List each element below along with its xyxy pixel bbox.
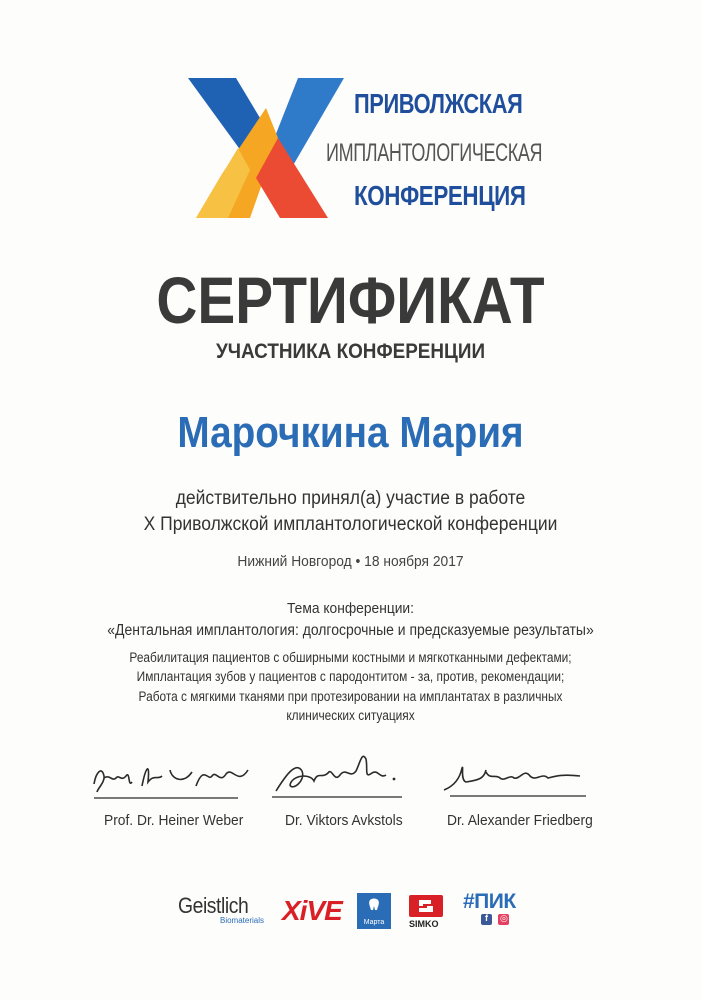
certificate-title: СЕРТИФИКАТ — [156, 263, 545, 337]
logo-text-line1: ПРИВОЛЖСКАЯ — [354, 88, 523, 119]
logo-text-line2: ИМПЛАНТОЛОГИЧЕСКАЯ — [326, 139, 543, 167]
signatory-name: Prof. Dr. Heiner Weber — [104, 812, 244, 829]
simko-label: SIMKO — [409, 919, 439, 929]
marta-label: Марта — [363, 919, 385, 926]
sponsor-marta-logo — [357, 893, 391, 929]
hashtag-label: #ПИК — [463, 890, 516, 913]
sponsor-simko-logo — [409, 895, 445, 929]
participation-text-1: действительно принял(а) участие в работе — [175, 488, 526, 509]
geistlich-sub: Biomaterials — [219, 916, 264, 925]
signature-friedberg-icon — [440, 750, 590, 802]
topic-item: клинических ситуациях — [286, 708, 415, 723]
hashtag-block — [463, 890, 516, 932]
geistlich-name: Geistlich — [178, 893, 249, 918]
topic-item: Имплантация зубов у пациентов с пародонтитом - за, против, рекомендации; — [136, 669, 565, 684]
signatory-name: Dr. Alexander Friedberg — [447, 812, 593, 829]
tooth-icon — [367, 898, 381, 912]
certificate-subtitle: УЧАСТНИКА КОНФЕРЕНЦИИ — [215, 340, 486, 363]
participation-text-2: X Приволжской имплантологической конференции — [143, 514, 558, 535]
signature-weber-icon — [88, 752, 258, 804]
sponsor-xive-logo: XiVE — [282, 895, 342, 926]
facebook-icon: f — [481, 914, 492, 925]
logo-text-line3: КОНФЕРЕНЦИЯ — [354, 180, 526, 211]
participant-name: Марочкина Мария — [177, 408, 524, 457]
instagram-icon: ◎ — [500, 913, 508, 923]
sponsor-geistlich-logo — [178, 893, 270, 925]
conference-logo-x-icon — [188, 78, 344, 218]
place-date: Нижний Новгород • 18 ноября 2017 — [237, 553, 464, 570]
theme-title: «Дентальная имплантология: долгосрочные и предсказуемые результаты» — [107, 622, 594, 639]
topic-item: Работа с мягкими тканями при протезировании на имплантатах в различных — [138, 689, 563, 704]
signature-avkstols-icon — [262, 745, 412, 803]
theme-label: Тема конференции: — [287, 600, 414, 617]
simko-emblem-icon — [409, 895, 443, 917]
signatory-name: Dr. Viktors Avkstols — [285, 812, 403, 829]
topic-item: Реабилитация пациентов с обширными костными и мягкотканными дефектами; — [129, 650, 572, 665]
